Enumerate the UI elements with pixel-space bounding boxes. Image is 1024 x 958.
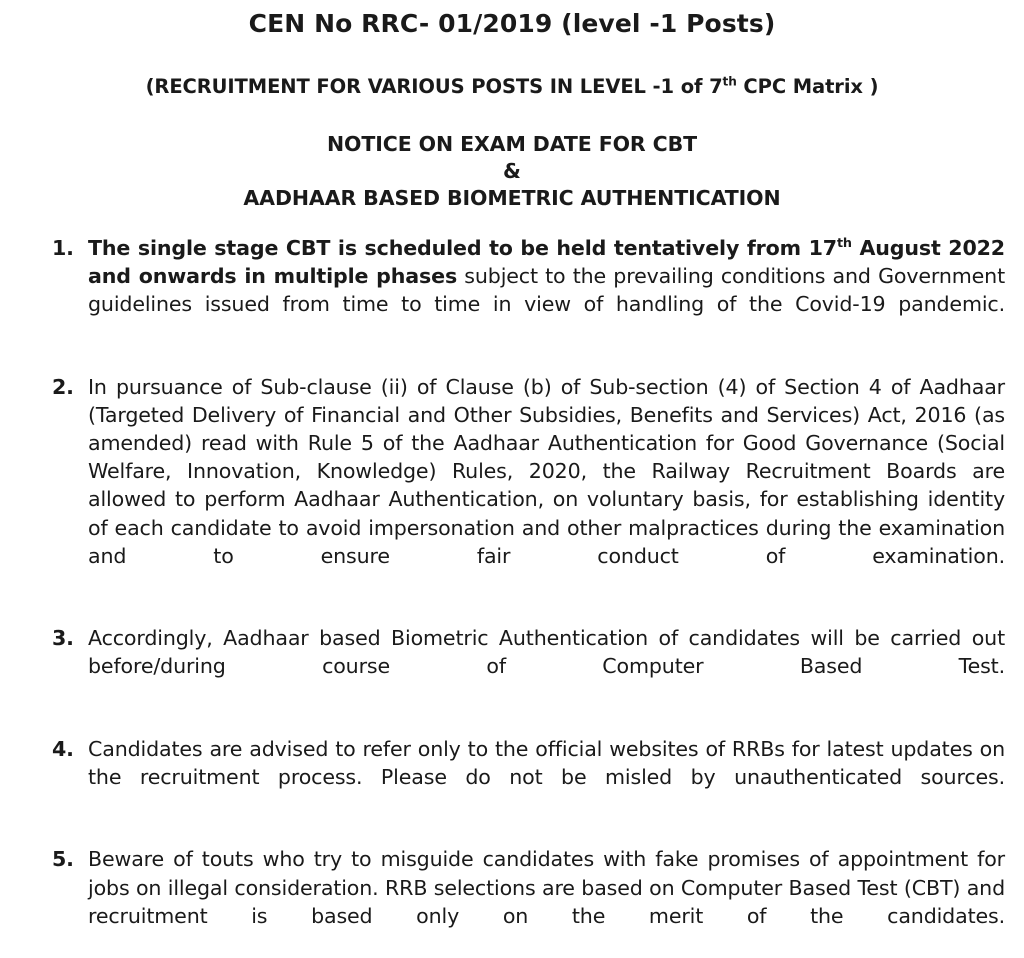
- clause-number: 5.: [52, 847, 74, 872]
- document-subtitle: [0, 39, 1024, 99]
- document-subtitle-text-post: CPC Matrix ): [736, 75, 879, 99]
- page-title: CEN No RRC- 01/2019 (level -1 Posts): [248, 9, 776, 38]
- clause-item-1: [52, 234, 1005, 347]
- clause-item-2: [52, 373, 1005, 599]
- clause-body: Candidates are advised to refer only to the official websites of RRBs for latest updates on the recruitment process. Please do not be misled by unauthenticated sources.: [88, 736, 1005, 790]
- clause-body: In pursuance of Sub-clause (ii) of Clause (b) of Sub-section (4) of Section 4 of Aadhaar (Targeted Delivery of Financial and Other Subsidies, Benefits and Services) Act, 2016 (as amended) read with Rule 5 of the Aadhaar Authentication for Good Governance (Social Welfare, Innovation, Knowledge) Rules, 2020, the Railway Recruitment Boards are allowed to perform Aadhaar Authentication, on voluntary basis, for establishing identity of each candidate to avoid impersonation and other malpractices during the examination and to ensure fair conduct of examination.: [88, 374, 1005, 568]
- clause-number: 4.: [52, 736, 74, 761]
- document-subtitle-text-pre: (RECRUITMENT FOR VARIOUS POSTS IN LEVEL -1 of 7: [145, 75, 723, 99]
- document-heading-block: [0, 0, 1024, 212]
- document-subtitle-ordinal-suffix: th: [722, 74, 737, 89]
- clause-number: 3.: [52, 626, 74, 651]
- clause-item-3: [52, 624, 1005, 709]
- clause-ordinal-suffix: th: [836, 235, 852, 251]
- notice-heading-ampersand: &: [503, 158, 521, 183]
- clause-body: Beware of touts who try to misguide candidates with fake promises of appointment for jobs on illegal consideration. RRB selections are based on Computer Based Test (CBT) and recruitment is based only on the merit of the candidates.: [88, 847, 1005, 928]
- clause-regular-text: subject to the prevailing conditions and Government guidelines issued from time to time in view of handling of the Covid-19 pandemic.: [88, 263, 1006, 317]
- clause-number: 1.: [52, 235, 74, 260]
- clause-item-5: [52, 845, 1005, 958]
- clause-body: Accordingly, Aadhaar based Biometric Authentication of candidates will be carried out before/during course of Computer Based Test.: [88, 626, 1005, 679]
- clause-bold-post: August 2022 and onwards in multiple phases: [88, 235, 1005, 288]
- notice-heading-secondary: AADHAAR BASED BIOMETRIC AUTHENTICATION: [243, 185, 781, 210]
- clause-item-4: [52, 735, 1005, 820]
- numbered-clause-list: [0, 212, 1024, 958]
- clause-number: 2.: [52, 374, 74, 399]
- clause-bold-pre: The single stage CBT is scheduled to be held tentatively from 17: [88, 235, 837, 260]
- notice-heading-primary: NOTICE ON EXAM DATE FOR CBT: [326, 131, 698, 156]
- clause-body: [88, 234, 1005, 347]
